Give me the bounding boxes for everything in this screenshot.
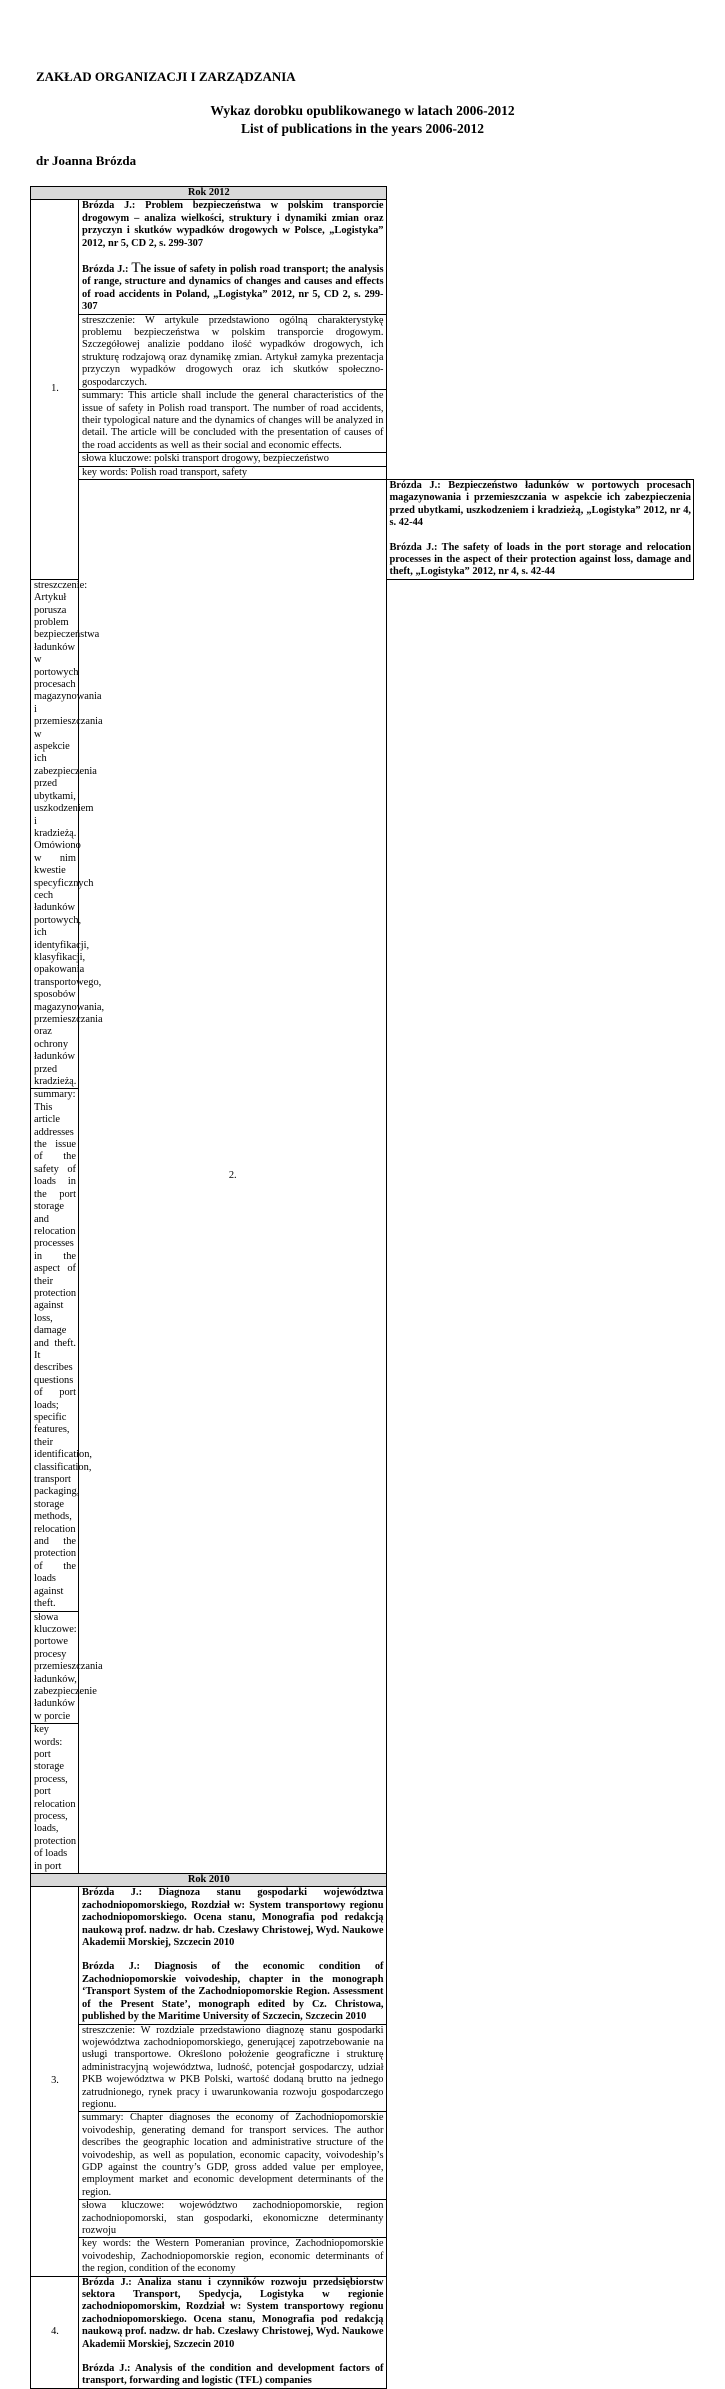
entry-number: 4. [31,2276,79,2388]
entry-number: 3. [31,1887,79,2276]
table-row [31,2200,694,2238]
entry-number: 1. [31,200,79,579]
keywords-en: key words: Polish road transport, safety [79,466,387,479]
citation-en: Brózda J.: The safety of loads in the port storage and relocation processes in the aspect of their protection against loss, damage and theft, „Logistyka” 2012, nr 4, s. 42-44 [389,541,691,578]
citation-cell [79,200,387,314]
citation-en: Brózda J.: Analysis of the condition and development factors of transport, forwarding and logistic (TFL) companies [82,2363,384,2387]
year-label: Rok 2010 [31,1874,387,1887]
keywords-pl: słowa kluczowe: portowe procesy przemieszczania ładunków, zabezpieczenie ładunków w porcie [31,1611,79,1724]
citation-pl: Brózda J.: Bezpieczeństwo ładunków w portowych procesach magazynowania i przemieszczania w aspekcie ich zabezpieczenia przed ubytkami, uszkodzeniem i kradzieżą, „Logistyka” 2012, nr 4, s. 42-44 [389,479,691,529]
citation-pl: Brózda J.: Problem bezpieczeństwa w polskim transporcie drogowym – analiza wielkości, struktury i dynamiki zmian oraz przyczyn i skutków wypadków drogowych w Polsce, „Logistyka” 2012, nr 5, CD 2, s. 299-307 [82,200,384,249]
citation-cell [79,1887,387,2024]
table-row [31,200,694,314]
citation-cell [79,2276,387,2388]
citation-en [82,262,384,314]
citation-pl: Brózda J.: Diagnoza stanu gospodarki województwa zachodniopomorskiego, Rozdział w: System transportowy regionu zachodniopomorskiego. Ocena stanu, Monografia pod redakcją naukową prof. nadzw. dr hab. Czesławy Christowej, Wyd. Naukowe Akademii Morskiej, Szczecin 2010 [82,1887,384,1949]
abstract-pl: streszczenie: Artykuł porusza problem bezpieczeństwa ładunków w portowych procesach magazynowania i przemieszczania w aspekcie ich zabezpieczenia przed ubytkami, uszkodzeniem i kradzieżą. Omówiono w nim kwestie specyficznych cech ładunków portowych, ich identyfikacji, klasyfikacji, opakowania transportowego, sposobów magazynowania, przemieszczania oraz ochrony ładunków przed kradzieżą. [31,579,79,1089]
table-row [31,2112,694,2200]
department-heading: ZAKŁAD ORGANIZACJI I ZARZĄDZANIA [36,69,296,84]
table-row [31,2024,694,2112]
table-row [31,390,694,453]
keywords-pl: słowa kluczowe: województwo zachodniopomorskie, region zachodniopomorski, stan gospodarki, ekonomiczne determinanty rozwoju [79,2200,387,2238]
keywords-pl: słowa kluczowe: polski transport drogowy, bezpieczeństwo [79,453,387,466]
year-row [31,1874,694,1887]
table-row [31,2276,694,2388]
table-row [31,466,694,479]
table-row [31,2238,694,2276]
abstract-en: summary: Chapter diagnoses the economy of Zachodniopomorskie voivodeship, generating demand for transport services. The author describes the geographic location and administrative structure of the voivodeship, as well as population, economic capacity, voivodeship’s GDP against the country’s GDP, gross added value per employee, employment market and economic development determinants of the region. [79,2112,387,2200]
citation-en-initial: T [131,260,141,277]
abstract-en: summary: This article shall include the general characteristics of the issue of safety in Polish road transport. The number of road accidents, their typological nature and the dynamics of changes will be analyzed in detail. The article will be concluded with the presentation of causes of the road accidents as well as their social and economic effects. [79,390,387,453]
entry-number: 2. [79,479,387,1873]
abstract-en: summary: This article addresses the issue of the safety of loads in the port storage and relocation processes in the aspect of their protection against loss, damage and theft. It describes questions of port loads; specific features, their identification, classification, transport packaging, storage methods, relocation and the protection of the loads against theft. [31,1089,79,1611]
abstract-pl: streszczenie: W artykule przedstawiono ogólną charakterystykę problemu bezpieczeństwa w polskim transporcie drogowym. Szczegółowej analizie poddano ilość wypadków drogowych, ich strukturę rodzajową oraz dynamikę zmian. Artykuł zamyka prezentacja przyczyn wypadków drogowych oraz ich skutków społeczno-gospodarczych. [79,314,387,389]
year-row [31,187,694,200]
table-row [31,1887,694,2024]
keywords-en: key words: port storage process, port relocation process, loads, protection of loads in port [31,1724,79,1874]
citation-pl: Brózda J.: Analiza stanu i czynników rozwoju przedsiębiorstw sektora Transport, Spedycja, Logistyka w regionie zachodniopomorskim, Rozdział w: System transportowy regionu zachodniopomorskiego. Ocena stanu, Monografia pod redakcją naukową prof. nadzw. dr hab. Czesławy Christowej, Wyd. Naukowe Akademii Morskiej, Szczecin 2010 [82,2276,384,2350]
author-name: dr Joanna Brózda [36,153,137,168]
citation-en-rest: he issue of safety in polish road transport; the analysis of range, structure and dynamics of changes and causes and effects of road accidents in Poland, „Logistyka” 2012, nr 5, CD 2, s. 299-307 [82,264,384,313]
citation-en-prefix: Brózda J.: [82,264,132,276]
citation-en: Brózda J.: Diagnosis of the economic condition of Zachodniopomorskie voivodeship, chapter in the monograph ‘Transport System of the Zachodniopomorskie Region. Assessment of the Present State’, monograph edited by Cz. Christowa, published by the Maritime University of Szczecin, Szczecin 2010 [82,1961,384,2023]
document-title-en: List of publications in the years 2006-2012 [240,121,484,136]
document-title-pl: Wykaz dorobku opublikowanego w latach 2006-2012 [210,103,515,118]
year-label: Rok 2012 [31,187,387,200]
keywords-en: key words: the Western Pomeranian province, Zachodniopomorskie voivodeship, Zachodniopomorskie region, economic determinants of the region, condition of the economy [79,2238,387,2276]
publications-table [30,186,694,2389]
abstract-pl: streszczenie: W rozdziale przedstawiono diagnozę stanu gospodarki województwa zachodniopomorskiego, generującej zapotrzebowanie na usługi transportowe. Określono położenie geograficzne i strukturę administracyjną województwa, ludność, potencjał gospodarczy, udział PKB województwa w PKB Polski, wartość dodaną brutto na jednego zatrudnionego, rynek pracy i uwarunkowania rozwoju gospodarczego regionu. [79,2024,387,2112]
table-row [31,314,694,389]
table-row [31,479,694,579]
table-row [31,453,694,466]
citation-cell [386,479,694,579]
